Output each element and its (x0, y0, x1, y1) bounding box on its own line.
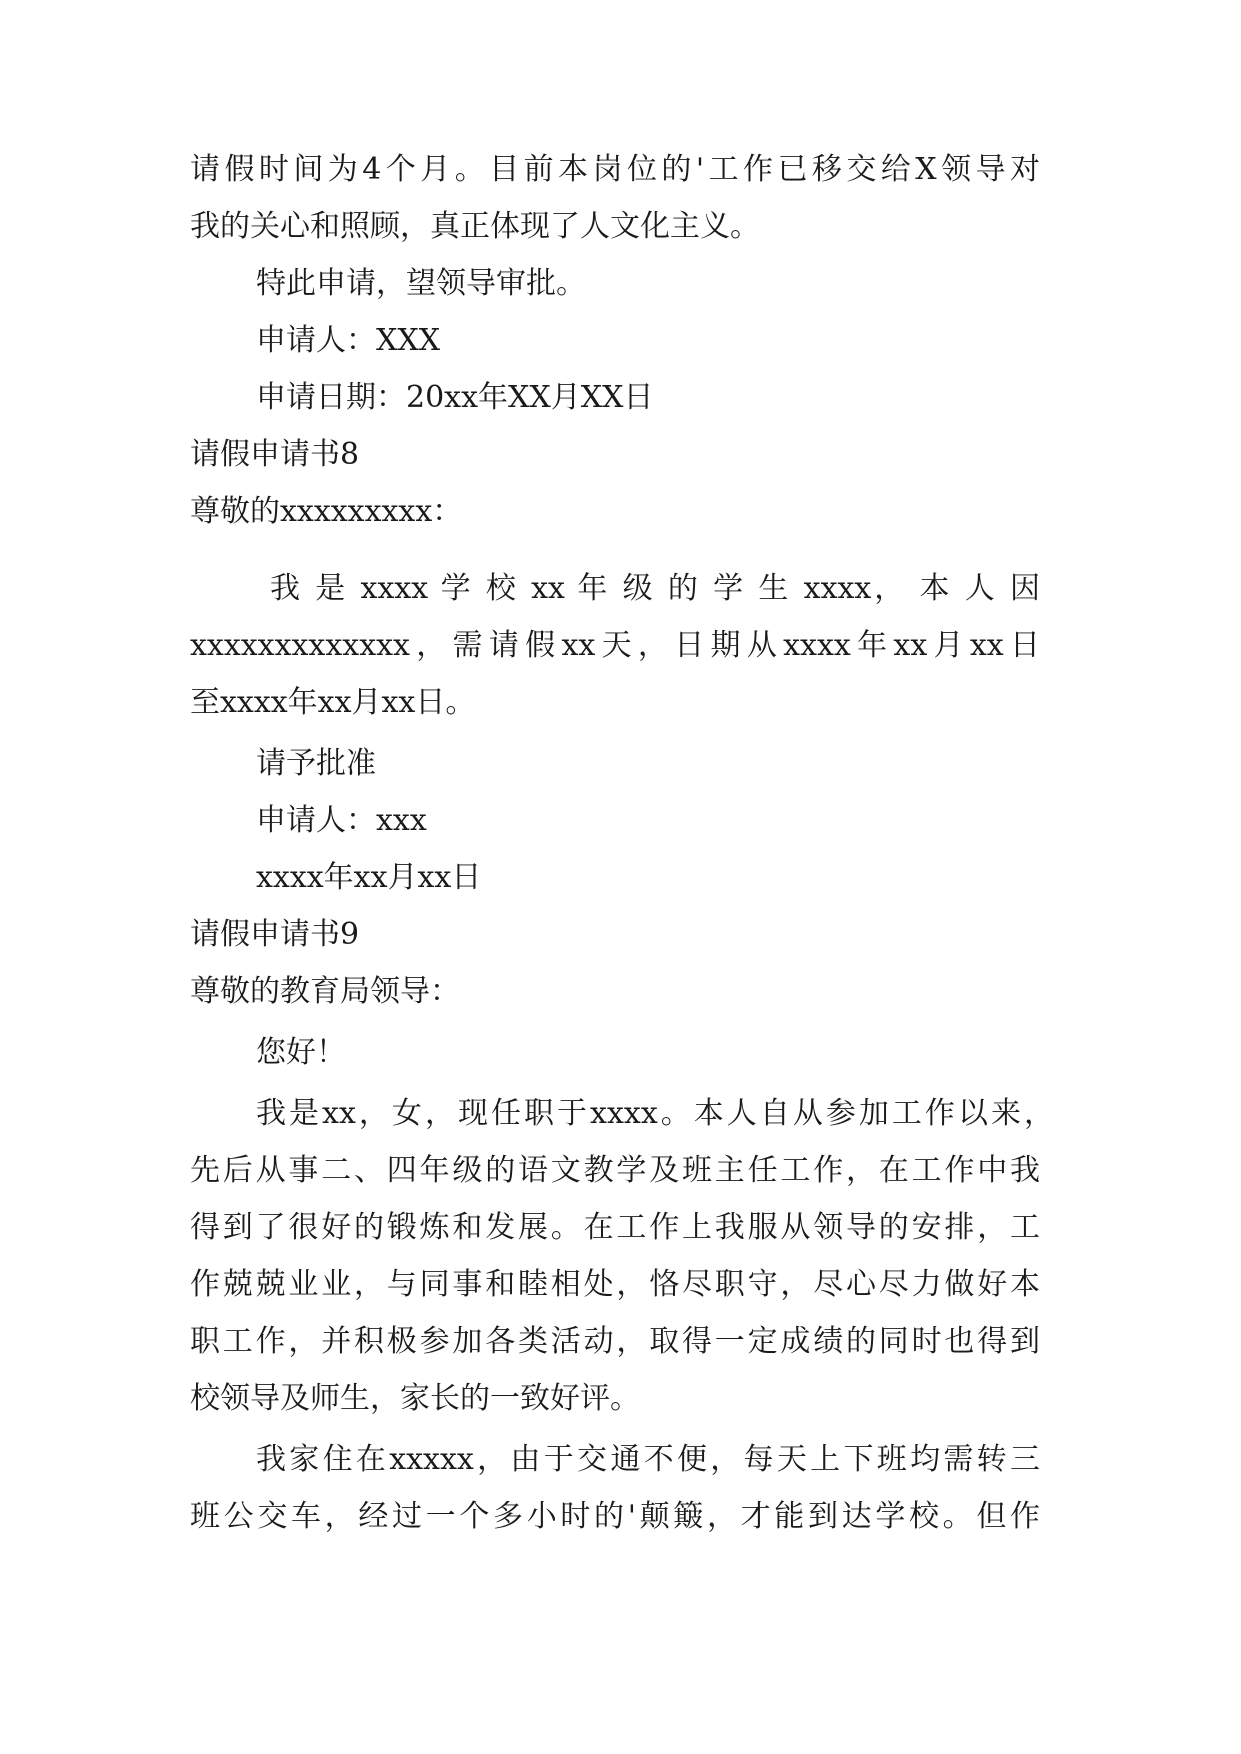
applicant-line: 申请人：xxx (256, 803, 427, 838)
body-line: 我的关心和照顾，真正体现了人文化主义。 (190, 209, 760, 244)
body-line: 班公交车，经过一个多小时的'颠簸，才能到达学校。但作 (190, 1499, 1040, 1534)
body-line: 请假时间为4个月。目前本岗位的'工作已移交给X领导对 (190, 152, 1040, 187)
body-line: 我 是 xxxx 学 校 xx 年 级 的 学 生 xxxx， 本 人 因 (270, 571, 1040, 606)
body-line: 我家住在xxxxx，由于交通不便，每天上下班均需转三 (256, 1442, 1040, 1477)
section-heading: 请假申请书8 (190, 437, 360, 472)
body-line: 先后从事二、四年级的语文教学及班主任工作，在工作中我 (190, 1153, 1040, 1188)
body-line: 我是xx，女，现任职于xxxx。本人自从参加工作以来， (256, 1096, 1054, 1131)
body-line: 特此申请，望领导审批。 (256, 266, 586, 301)
section-heading: 请假申请书9 (190, 917, 360, 952)
body-line: 得到了很好的锻炼和发展。在工作上我服从领导的安排，工 (190, 1210, 1040, 1245)
salutation: 尊敬的教育局领导： (190, 974, 460, 1009)
body-line: xxxxxxxxxxxxx，需请假xx天，日期从xxxx年xx月xx日 (190, 628, 1040, 663)
application-date-line: 申请日期：20xx年XX月XX日 (256, 380, 654, 415)
date-line: xxxx年xx月xx日 (256, 860, 482, 895)
applicant-line: 申请人：XXX (256, 323, 441, 358)
body-line: 请予批准 (256, 746, 376, 781)
greeting: 您好！ (256, 1035, 346, 1070)
salutation: 尊敬的xxxxxxxxx： (190, 494, 463, 529)
body-line: 职工作，并积极参加各类活动，取得一定成绩的同时也得到 (190, 1324, 1040, 1359)
body-line: 至xxxx年xx月xx日。 (190, 685, 476, 720)
body-line: 作兢兢业业，与同事和睦相处，恪尽职守，尽心尽力做好本 (190, 1267, 1040, 1302)
body-line: 校领导及师生，家长的一致好评。 (190, 1381, 640, 1416)
